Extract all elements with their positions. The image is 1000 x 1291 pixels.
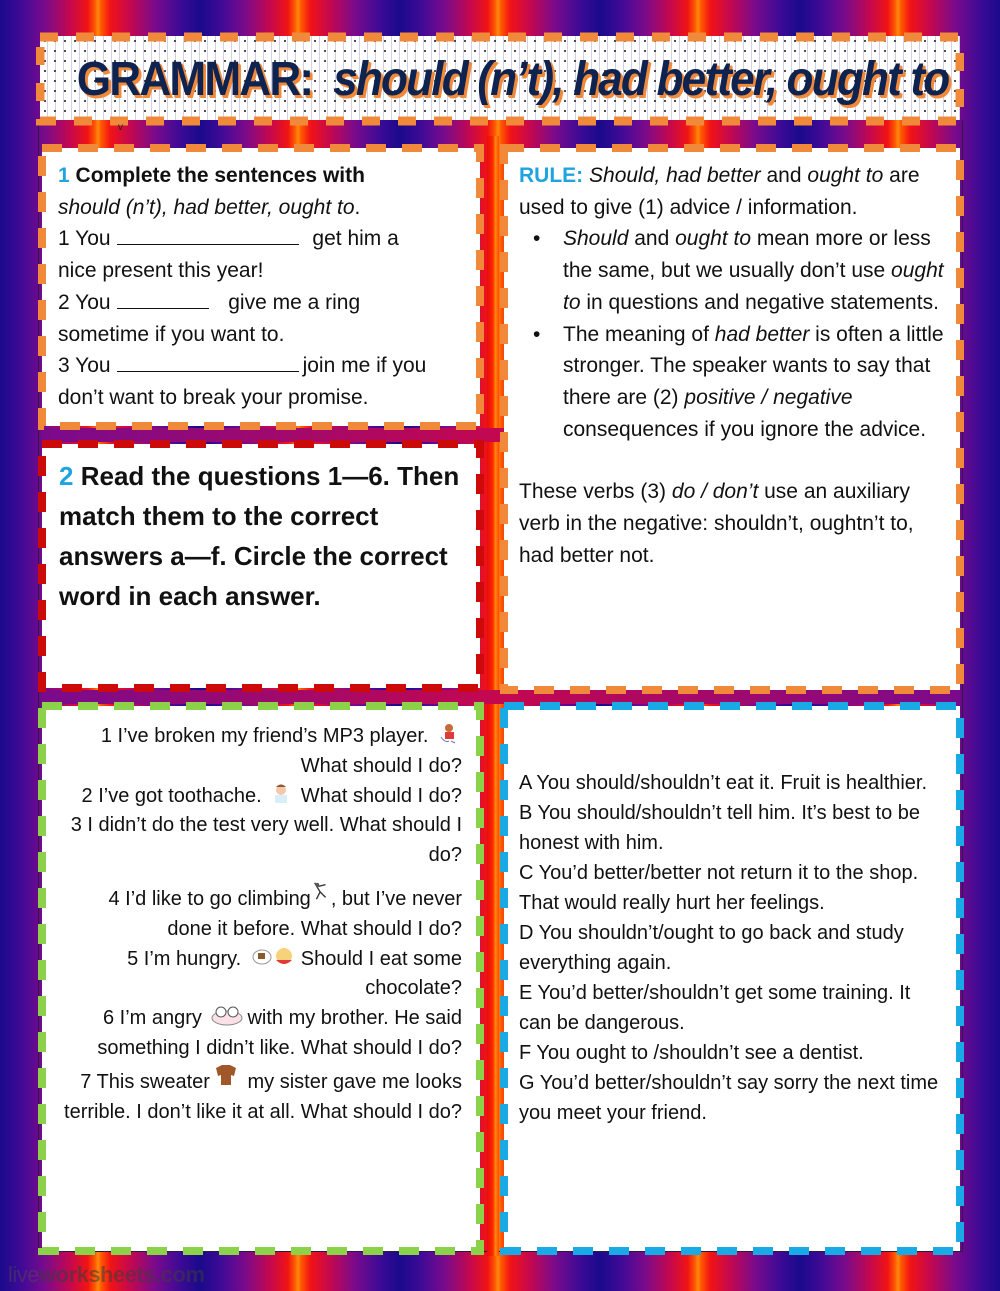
exercise-1-number: 1 [58,164,70,187]
questions-panel [42,706,480,1251]
question-item: 2 I’ve got toothache. What should I do? [81,784,462,807]
exercise-2-instruction: Read the questions 1—6. Then match them to the correct answers a—f. Circle the correct word in each answer. [59,461,460,611]
question-item: 1 I’ve broken my friend’s MP3 player. What should I do? [100,725,462,777]
climber-icon [311,877,331,905]
angry-face-icon [210,1005,244,1027]
answer-item-c[interactable]: C You’d better/better not return it to the shop. That would really hurt her feelings. [519,862,919,914]
title-banner [40,36,960,120]
question-item: 5 I’m hungry. Should I eat some chocolate? [127,947,462,1000]
toothache-boy-icon [270,783,292,805]
answer-item-e[interactable]: E You’d better/shouldn’t get some training. It can be dangerous. [519,982,911,1034]
answer-blank-1[interactable] [117,226,299,245]
answers-panel [504,706,960,1251]
page-title [76,52,949,107]
question-item: 6 I’m angry with my brother. He said something I didn’t like. What should I do? [97,1007,462,1059]
exercise-1-panel [42,148,480,426]
frame-right-line [962,120,963,1250]
answer-blank-2[interactable] [117,290,209,309]
answer-blank-3[interactable] [117,353,299,372]
rule-label: RULE: [519,164,584,187]
exercise-1-item: 2 You give me a ring sometime if you want to. [58,290,361,346]
sweater-icon [213,1064,239,1086]
exercise-2-number: 2 [59,461,74,491]
answer-item-d[interactable]: D You shouldn’t/ought to go back and study everything again. [519,922,904,974]
rule-bullets [519,223,945,445]
broken-mp3-player-icon [437,723,459,745]
rule-bullet: • The meaning of had better is often a little stronger. The speaker wants to say that there are (2) positive / negative consequences if you ignore the advice. [563,319,945,446]
title-prefix: GRAMMAR: [76,53,313,106]
exercise-2-panel [42,444,480,688]
question-item: 7 This sweater my sister gave me looks terrible. I don’t like it at all. What should I do? [60,1064,462,1128]
rule-intro: RULE: Should, had better and ought to are used to give (1) advice / information. [519,164,920,219]
frame-left-line [38,120,39,1250]
title-topic: should (n’t), had better, ought to [333,53,949,106]
answer-item-g[interactable]: G You’d better/shouldn’t say sorry the next time you meet your friend. [519,1072,939,1124]
exercise-1-item: 1 You get him a nice present this year! [58,227,399,283]
question-item: 3 I didn’t do the test very well. What should I do? [70,814,462,867]
hungry-chocolate-icon [250,946,298,968]
stray-mark: v [118,122,123,133]
exercise-1-item: 3 You join me if you don’t want to break your promise. [58,354,427,409]
answer-item-b[interactable]: B You should/shouldn’t tell him. It’s best to be honest with him. [519,802,921,854]
rule-bullet: • Should and ought to mean more or less the same, but we usually don’t use ought to in questions and negative statements. [563,223,945,318]
watermark-logo: liveworksheets.com [8,1262,205,1287]
frame-bottom-line [38,1251,963,1252]
band-2 [42,690,960,704]
exercise-1-instruction: 1 Complete the sentences with should (n’t), had better, ought to. [58,164,365,219]
rule-footer: These verbs (3) do / don’t use an auxiliary verb in the negative: shouldn’t, oughtn’t to, had better not. [519,480,914,567]
answer-item-a[interactable]: A You should/shouldn’t eat it. Fruit is healthier. [519,772,928,794]
question-item: 4 I’d like to go climbing , but I’ve never done it before. What should I do? [60,877,462,945]
answer-item-f[interactable]: F You ought to /shouldn’t see a dentist. [519,1042,864,1064]
rule-panel [504,148,960,690]
